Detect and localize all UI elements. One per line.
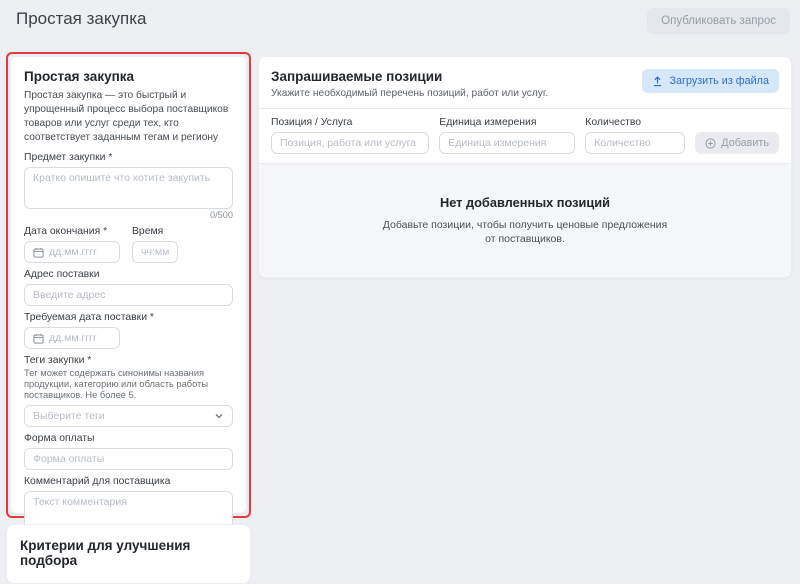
chevron-down-icon [214, 411, 224, 421]
time-label: Время [132, 226, 164, 237]
positions-empty-state [259, 163, 791, 277]
add-position-button[interactable] [695, 132, 779, 154]
plus-circle-icon [705, 138, 716, 149]
payment-field-group [24, 433, 233, 470]
end-date-field-group [24, 226, 120, 263]
time-input[interactable] [132, 241, 178, 263]
calendar-icon [33, 247, 44, 258]
address-label: Адрес поставки [24, 269, 100, 280]
purchase-form-card [10, 56, 247, 514]
end-date-placeholder: дд.мм.гггг [49, 246, 97, 258]
subject-field-group [24, 152, 233, 220]
positions-subtitle: Укажите необходимый перечень позиций, работ или услуг. [271, 88, 549, 99]
end-date-input[interactable] [24, 241, 120, 263]
positions-title: Запрашиваемые позиции [271, 69, 443, 84]
delivery-date-input[interactable] [24, 327, 120, 349]
page-title: Простая закупка [16, 9, 147, 28]
upload-button-label: Загрузить из файла [669, 75, 769, 87]
delivery-date-label: Требуемая дата поставки * [24, 312, 154, 323]
unit-input[interactable] [439, 132, 575, 154]
comment-label: Комментарий для поставщика [24, 476, 171, 487]
tags-help-text: Тег может содержать синонимы названия продукции, категорию или область работы поставщиков. Не более 5. [24, 368, 208, 400]
quantity-column-label: Количество [585, 117, 642, 128]
subject-label: Предмет закупки * [24, 152, 113, 163]
quantity-field-group [585, 117, 685, 154]
empty-state-text: Добавьте позиции, чтобы получить ценовые предложения от поставщиков. [382, 219, 668, 245]
unit-field-group [439, 117, 575, 154]
tags-select[interactable] [24, 405, 233, 427]
add-button-label: Добавить [721, 137, 769, 149]
payment-input[interactable] [24, 448, 233, 470]
upload-icon [652, 76, 663, 87]
criteria-card [6, 524, 251, 584]
time-placeholder: чч:мм [141, 246, 170, 258]
subject-counter: 0/500 [210, 210, 233, 220]
delivery-date-placeholder: дд.мм.гггг [49, 332, 97, 344]
position-field-group [271, 117, 429, 154]
position-column-label: Позиция / Услуга [271, 117, 353, 128]
payment-label: Форма оплаты [24, 433, 95, 444]
positions-header [271, 69, 779, 99]
calendar-icon [33, 333, 44, 344]
time-field-group [132, 226, 178, 263]
end-date-label: Дата окончания * [24, 226, 108, 237]
subject-textarea[interactable] [24, 167, 233, 209]
empty-state-title: Нет добавленных позиций [439, 195, 610, 210]
purchase-form-highlight [6, 52, 251, 518]
purchase-form-title: Простая закупка [24, 69, 134, 84]
add-position-row [271, 109, 779, 163]
purchase-form-description: Простая закупка — это быстрый и упрощенный процесс выбора поставщиков товаров или услуг среди тех, кто соответствует заданным тегам и региону [24, 90, 229, 143]
address-input[interactable] [24, 284, 233, 306]
upload-from-file-button[interactable] [642, 69, 779, 93]
position-input[interactable] [271, 132, 429, 154]
delivery-date-field-group [24, 312, 233, 349]
tags-field-group [24, 355, 233, 427]
date-time-row [24, 226, 233, 263]
criteria-title: Критерии для улучшения подбора [20, 538, 191, 568]
tags-placeholder: Выберите теги [33, 410, 105, 422]
publish-request-button[interactable]: Опубликовать запрос [647, 8, 790, 34]
positions-card [258, 56, 792, 278]
positions-header-text [271, 69, 548, 99]
unit-column-label: Единица измерения [439, 117, 537, 128]
tags-label: Теги закупки * [24, 355, 92, 366]
quantity-input[interactable] [585, 132, 685, 154]
address-field-group [24, 269, 233, 306]
